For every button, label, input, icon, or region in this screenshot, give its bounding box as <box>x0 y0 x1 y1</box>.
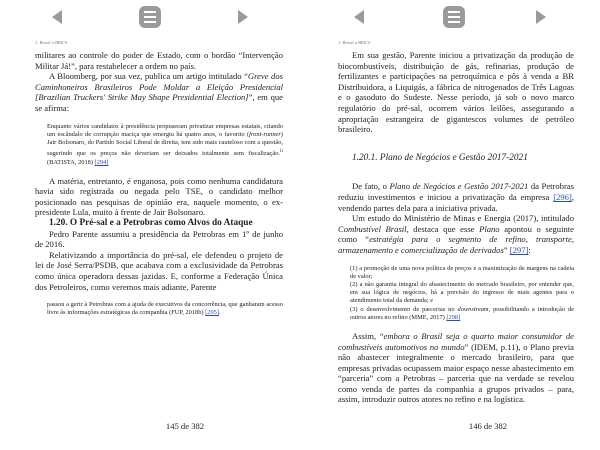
text: , vendendo partes dela para a iniciativa privada. <box>338 191 574 213</box>
page-number: 145 de 382 <box>165 421 205 431</box>
paragraph <box>35 71 283 113</box>
paragraph <box>338 331 574 405</box>
text: front-runner <box>249 130 281 138</box>
text: ” (IDEM, p.11), o Plano previa não abastecer integralmente o mercado brasileiro, para que empresas privadas ocupassem maior espaço nesse abastecimento em “parceria” com a Petrobras – parceria que na verdade se revelou como venda de partes da companhia a grupos privados – para, assim, introduzir outros atores no refino e na logística. <box>338 341 574 405</box>
section-title: 1.20. O Pré-sal e a Petrobras como Alvos do Ataque <box>49 218 253 229</box>
paragraph: A matéria, entretanto, é enganosa, pois como nenhuma candidatura havia sido registrada ou negada pelo TSE, o candidato melhor posicionado nas pesquisas de opinião era, naquele momento, o ex-presidente Lula, muito à frente de Jair Bolsonaro. <box>35 175 283 218</box>
reference-link[interactable]: [294] <box>94 158 109 166</box>
text: da Petrobras reduziu investimentos e iniciou a privatização da empresa <box>338 181 574 202</box>
paragraph: militares ao controle do poder de Estado, com o bordão “Intervenção Militar Já!”, para restabelecer a ordem no país. <box>35 50 283 71</box>
text: Combustível Brasil <box>338 223 407 234</box>
reference-link[interactable]: [295] <box>205 309 219 317</box>
quote-text <box>47 301 283 317</box>
right-page <box>300 0 600 450</box>
footnote-marker: ii <box>280 148 283 155</box>
text: estratégia para o segmento de refino, transporte, armazenamento e comercialização de derivados <box>338 234 574 255</box>
text: ”, em que se afirma: <box>35 92 283 113</box>
text: : <box>528 244 531 255</box>
quote-text <box>350 306 574 322</box>
reference-link[interactable]: [296] <box>553 191 572 202</box>
paragraph: Relativizando a importância do pré-sal, ele defendeu o projeto de lei de José Serra/PSDB, que acabava com a exclusividade da Petrobras como única operadora dessas jazidas. E, conforme a Federação Única dos Petroleiros, como veremos mais adiante, Parente <box>35 249 283 292</box>
page-number: 146 de 382 <box>468 421 508 431</box>
text: Plano <box>479 223 500 234</box>
text: downstream <box>457 305 489 313</box>
paragraph <box>338 181 574 213</box>
text: Enquanto vários candidatos à presidência propuseram privatizar empresas estatais, citando um escândalo de corrupção maciça que emergiu há quatro anos, o favorito ( <box>47 122 283 138</box>
reference-link[interactable]: [298] <box>446 313 461 321</box>
block-quote <box>47 123 283 167</box>
page-content <box>338 50 574 405</box>
text: apontou o seguinte como “ <box>338 223 574 245</box>
page-content <box>35 50 283 327</box>
text: embora o Brasil seja o quarto maior consumidor de combustíveis automotivos no mundo <box>338 330 574 352</box>
text: Assim, “ <box>352 330 384 341</box>
quote-text <box>47 123 283 167</box>
text: passou a gerir à Petrobras com a ajuda de executivos da concorrência, que ganharam acesso livre às informações estratégicas da companhia (FUP, 2018b) <box>47 301 283 317</box>
reference-link[interactable]: [297] <box>509 244 529 255</box>
paragraph <box>338 213 574 255</box>
article-title: Greve dos Caminhoneiros Brasileiros Pode Moldar a Eleição Presidencial [Brazilian Truckers' Strike May Shape Presidential Election] <box>35 71 283 103</box>
block-quote <box>47 301 283 317</box>
text: A Bloomberg, por sua vez, publica um artigo intitulado “ <box>49 71 248 82</box>
text: ) Jair Bolsonaro, do Partido Social Liberal de direita, tem sido mais cauteloso com a questão, sugerindo que os preços não deveriam ser deixados totalmente sem fiscalização. <box>47 130 283 158</box>
quote-text: (1) a promoção de uma nova política de preços e a maximização de margens na cadeia de valor; <box>350 264 574 280</box>
section-title: 1.20.1. Plano de Negócios e Gestão 2017-2021 <box>352 152 528 163</box>
text: Um estudo do Ministério de Minas e Energia (2017), intitulado <box>352 213 574 224</box>
text: (BATISTA, 2018) <box>47 158 95 166</box>
paragraph: Em sua gestão, Parente iniciou a privatização da produção de biocombustíveis, distribuição de gás, refinarias, produção de fertilizantes e participações na petroquímica e pôs à venda a BR Distribuidora, a Liquigás, a fábrica de nitrogenados de Três Lagoas e o gasoduto do Sudeste. Nesse período, já sob o novo marco regulatório do pré-sal, ocorrem vários leilões, assegurando a apropriação estrangeira de gigantescos volumes de petróleo brasileiro. <box>338 50 574 135</box>
quote-text: (2) a não garantia integral do abastecimento do mercado brasileiro, por entender que, em sua lógica de negócios, há a previsão do ingresso de mais agentes para o atendimento total da demanda; e <box>350 280 574 305</box>
block-quote <box>350 265 574 322</box>
text: (3) o desenvolvimento de parcerias no <box>350 305 458 313</box>
text: De fato, o <box>352 181 390 192</box>
paragraph: Pedro Parente assumiu a presidência da Petrobras em 1º de junho de 2016. <box>35 228 283 250</box>
text: , destaca que esse <box>406 223 480 234</box>
text: . <box>218 309 221 317</box>
running-head: 1. Brasil a BRICS <box>35 40 68 45</box>
text: Plano de Negócios e Gestão 2017-2021 <box>389 181 529 192</box>
running-head: 1. Brasil a BRICS <box>338 40 371 45</box>
text: ” <box>503 244 510 255</box>
text: , possibilitando a introdução de outros atores no refino (MME, 2017) <box>350 305 574 321</box>
